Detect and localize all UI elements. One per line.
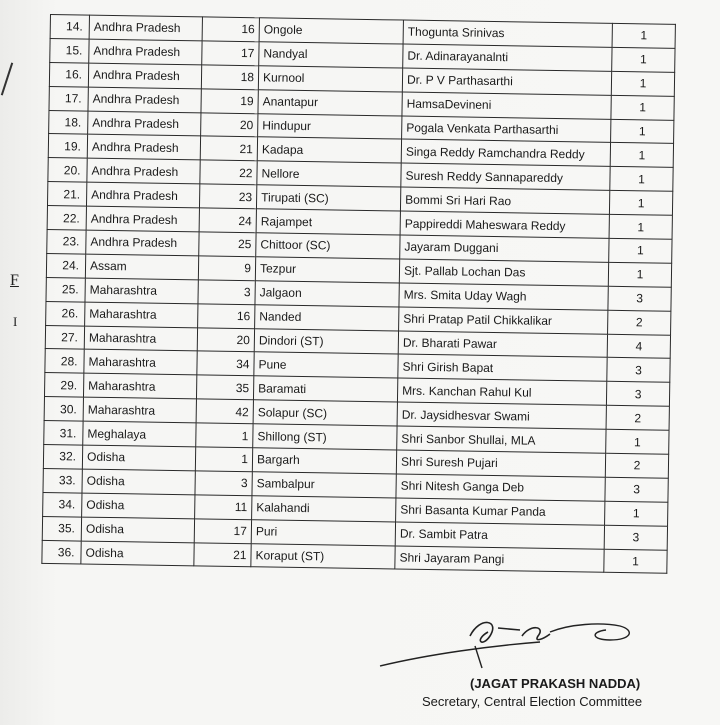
constituency-number-cell: 16 — [198, 304, 255, 329]
candidate-name-cell: Sjt. Pallab Lochan Das — [399, 259, 608, 286]
candidate-name-cell: Mrs. Smita Uday Wagh — [399, 283, 608, 310]
count-cell: 2 — [605, 453, 668, 478]
serial-number-cell: 14. — [50, 15, 89, 40]
constituency-number-cell: 35 — [196, 375, 253, 400]
count-cell: 1 — [608, 262, 671, 287]
state-cell: Andhra Pradesh — [88, 87, 201, 113]
constituency-number-cell: 23 — [199, 184, 256, 209]
constituency-cell: Puri — [251, 519, 395, 545]
constituency-cell: Bargarh — [252, 448, 396, 474]
constituency-number-cell: 25 — [199, 232, 256, 257]
state-cell: Maharashtra — [84, 350, 197, 376]
constituency-number-cell: 19 — [201, 89, 258, 114]
constituency-cell: Rajampet — [256, 209, 400, 235]
serial-number-cell: 31. — [44, 421, 83, 446]
state-cell: Odisha — [81, 517, 194, 543]
serial-number-cell: 36. — [42, 540, 81, 565]
state-cell: Maharashtra — [85, 278, 198, 304]
constituency-cell: Nellore — [257, 161, 401, 187]
constituency-number-cell: 3 — [195, 471, 252, 496]
count-cell: 3 — [608, 286, 671, 311]
constituency-cell: Nandyal — [259, 42, 403, 68]
serial-number-cell: 30. — [44, 397, 83, 422]
serial-number-cell: 35. — [42, 516, 81, 541]
candidate-name-cell: Pappireddi Maheswara Reddy — [400, 211, 609, 238]
count-cell: 1 — [609, 191, 672, 216]
constituency-cell: Sambalpur — [252, 472, 396, 498]
count-cell: 1 — [612, 47, 675, 72]
count-cell: 1 — [610, 167, 673, 192]
count-cell: 1 — [612, 23, 675, 48]
margin-pen-stroke — [1, 63, 13, 96]
constituency-number-cell: 1 — [195, 447, 252, 472]
constituency-cell: Tirupati (SC) — [256, 185, 400, 211]
constituency-number-cell: 9 — [198, 256, 255, 281]
serial-number-cell: 19. — [48, 134, 87, 159]
state-cell: Maharashtra — [85, 302, 198, 328]
constituency-number-cell: 20 — [197, 327, 254, 352]
candidate-name-cell: Pogala Venkata Parthasarthi — [402, 116, 611, 143]
count-cell: 1 — [611, 95, 674, 120]
constituency-number-cell: 3 — [198, 280, 255, 305]
constituency-number-cell: 42 — [196, 399, 253, 424]
state-cell: Odisha — [81, 541, 194, 567]
count-cell: 1 — [611, 71, 674, 96]
constituency-cell: Jalgaon — [255, 281, 399, 307]
constituency-number-cell: 22 — [200, 160, 257, 185]
count-cell: 1 — [604, 549, 667, 574]
candidate-name-cell: HamsaDevineni — [402, 92, 611, 119]
candidate-name-cell: Dr. Sambit Patra — [395, 522, 604, 549]
constituency-cell: Koraput (ST) — [251, 543, 395, 569]
candidate-name-cell: Dr. P V Parthasarthi — [402, 68, 611, 95]
constituency-number-cell: 11 — [195, 495, 252, 520]
candidate-table-body — [42, 15, 676, 574]
constituency-number-cell: 17 — [194, 519, 251, 544]
candidate-name-cell: Dr. Bharati Pawar — [398, 331, 607, 358]
count-cell: 1 — [605, 501, 668, 526]
serial-number-cell: 23. — [47, 229, 86, 254]
serial-number-cell: 33. — [43, 468, 82, 493]
constituency-number-cell: 34 — [197, 351, 254, 376]
serial-number-cell: 32. — [43, 444, 82, 469]
candidate-name-cell: Dr. Jaysidhesvar Swami — [397, 402, 606, 429]
count-cell: 4 — [607, 334, 670, 359]
count-cell: 1 — [611, 119, 674, 144]
constituency-cell: Kadapa — [257, 137, 401, 163]
state-cell: Andhra Pradesh — [86, 206, 199, 232]
candidate-table — [41, 14, 676, 574]
state-cell: Maharashtra — [83, 397, 196, 423]
candidate-name-cell: Shri Pratap Patil Chikkalikar — [399, 307, 608, 334]
state-cell: Maharashtra — [84, 326, 197, 352]
constituency-cell: Nanded — [255, 304, 399, 330]
state-cell: Andhra Pradesh — [88, 111, 201, 137]
constituency-cell: Ongole — [259, 18, 403, 44]
candidate-name-cell: Dr. Adinarayanalnti — [403, 44, 612, 71]
state-cell: Maharashtra — [83, 373, 196, 399]
margin-mark-f: F — [10, 272, 19, 289]
constituency-cell: Kurnool — [258, 66, 402, 92]
candidate-name-cell: Jayaram Duggani — [400, 235, 609, 262]
state-cell: Andhra Pradesh — [88, 63, 201, 89]
serial-number-cell: 17. — [49, 86, 88, 111]
constituency-cell: Pune — [254, 352, 398, 378]
count-cell: 1 — [610, 143, 673, 168]
constituency-cell: Solapur (SC) — [253, 400, 397, 426]
margin-mark-i: I — [13, 314, 18, 329]
candidate-name-cell: Shri Nitesh Ganga Deb — [396, 474, 605, 501]
serial-number-cell: 22. — [47, 206, 86, 231]
serial-number-cell: 16. — [49, 62, 88, 87]
handwritten-signature — [370, 606, 670, 686]
count-cell: 1 — [609, 214, 672, 239]
constituency-cell: Tezpur — [255, 257, 399, 283]
candidate-name-cell: Mrs. Kanchan Rahul Kul — [397, 378, 606, 405]
constituency-cell: Dindori (ST) — [254, 328, 398, 354]
constituency-cell: Shillong (ST) — [253, 424, 397, 450]
serial-number-cell: 15. — [50, 38, 89, 63]
count-cell: 3 — [606, 382, 669, 407]
signatory-name: (JAGAT PRAKASH NADDA) — [470, 676, 641, 691]
count-cell: 1 — [609, 238, 672, 263]
count-cell: 3 — [605, 477, 668, 502]
state-cell: Andhra Pradesh — [86, 182, 199, 208]
count-cell: 1 — [606, 429, 669, 454]
candidate-name-cell: Shri Suresh Pujari — [396, 450, 605, 477]
candidate-name-cell: Suresh Reddy Sannapareddy — [401, 163, 610, 190]
constituency-number-cell: 21 — [194, 542, 251, 567]
candidate-name-cell: Shri Basanta Kumar Panda — [396, 498, 605, 525]
state-cell: Odisha — [82, 469, 195, 495]
candidate-name-cell: Shri Jayaram Pangi — [395, 546, 604, 573]
constituency-cell: Hindupur — [258, 113, 402, 139]
constituency-number-cell: 16 — [202, 17, 259, 42]
serial-number-cell: 24. — [46, 253, 85, 278]
state-cell: Odisha — [82, 445, 195, 471]
constituency-number-cell: 17 — [202, 41, 259, 66]
serial-number-cell: 29. — [44, 373, 83, 398]
serial-number-cell: 28. — [45, 349, 84, 374]
candidate-name-cell: Shri Girish Bapat — [398, 354, 607, 381]
signatory-designation: Secretary, Central Election Committee — [422, 694, 643, 709]
candidate-name-cell: Bommi Sri Hari Rao — [400, 187, 609, 214]
state-cell: Odisha — [82, 493, 195, 519]
constituency-number-cell: 18 — [201, 65, 258, 90]
serial-number-cell: 20. — [48, 158, 87, 183]
candidate-table-wrapper — [41, 14, 676, 574]
candidate-name-cell: Thogunta Srinivas — [403, 20, 612, 47]
serial-number-cell: 18. — [49, 110, 88, 135]
state-cell: Meghalaya — [83, 421, 196, 447]
constituency-number-cell: 1 — [196, 423, 253, 448]
state-cell: Assam — [85, 254, 198, 280]
serial-number-cell: 25. — [46, 277, 85, 302]
serial-number-cell: 34. — [43, 492, 82, 517]
state-cell: Andhra Pradesh — [86, 230, 199, 256]
count-cell: 3 — [607, 358, 670, 383]
count-cell: 3 — [604, 525, 667, 550]
state-cell: Andhra Pradesh — [89, 39, 202, 65]
serial-number-cell: 21. — [47, 182, 86, 207]
state-cell: Andhra Pradesh — [87, 135, 200, 161]
constituency-cell: Baramati — [253, 376, 397, 402]
constituency-cell: Kalahandi — [252, 496, 396, 522]
state-cell: Andhra Pradesh — [89, 15, 202, 41]
count-cell: 2 — [608, 310, 671, 335]
constituency-cell: Anantapur — [258, 89, 402, 115]
candidate-name-cell: Singa Reddy Ramchandra Reddy — [401, 139, 610, 166]
serial-number-cell: 26. — [46, 301, 85, 326]
constituency-number-cell: 20 — [201, 112, 258, 137]
state-cell: Andhra Pradesh — [87, 158, 200, 184]
serial-number-cell: 27. — [45, 325, 84, 350]
constituency-cell: Chittoor (SC) — [256, 233, 400, 259]
count-cell: 2 — [606, 406, 669, 431]
candidate-name-cell: Shri Sanbor Shullai, MLA — [397, 426, 606, 453]
constituency-number-cell: 24 — [199, 208, 256, 233]
constituency-number-cell: 21 — [200, 136, 257, 161]
